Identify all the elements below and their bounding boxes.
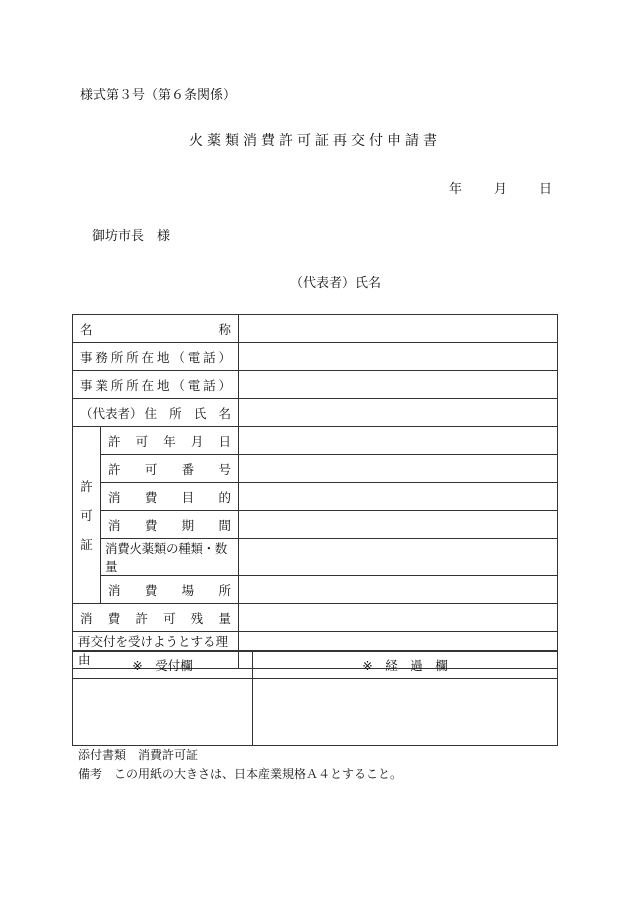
label-place: 消費場所: [101, 576, 239, 604]
input-permit-number[interactable]: [239, 455, 558, 483]
addressee: 御坊市長 様: [92, 229, 171, 244]
reception-table: [72, 650, 558, 746]
input-office-address[interactable]: [239, 343, 558, 371]
input-permit-date[interactable]: [239, 427, 558, 455]
input-period[interactable]: [239, 511, 558, 539]
input-type-quantity[interactable]: [239, 539, 558, 576]
row-purpose: [73, 483, 558, 511]
label-name: 名称: [73, 315, 239, 343]
row-period: [73, 511, 558, 539]
day-label: 日: [539, 182, 553, 197]
label-type-quantity: 消費火薬類の種類・数量: [101, 539, 239, 576]
label-permit-number: 許可番号: [101, 455, 239, 483]
row-permit-date: [73, 427, 558, 455]
label-rep-address-rest: 住所氏名: [144, 405, 232, 421]
label-remaining: 消費許可残量: [73, 604, 239, 632]
input-name[interactable]: [239, 315, 558, 343]
label-period: 消費期間: [101, 511, 239, 539]
representative-name-label: （代表者）氏名: [290, 276, 382, 291]
permit-char-2: 可: [80, 507, 93, 523]
remarks-note: 備考 この用紙の大きさは、日本産業規格Ａ４とすること。: [78, 767, 403, 781]
notes: [78, 746, 402, 784]
label-purpose: 消費目的: [101, 483, 239, 511]
permit-char-1: 許: [80, 478, 93, 494]
label-rep-address: [73, 399, 239, 427]
form-number: 様式第３号（第６条関係）: [80, 88, 237, 103]
input-remaining[interactable]: [239, 604, 558, 632]
input-business-address[interactable]: [239, 371, 558, 399]
label-rep-prefix: （代表者）: [80, 405, 143, 421]
application-form-table: [72, 314, 558, 669]
attachments-note: 添付書類 消費許可証: [78, 748, 199, 762]
row-name: [73, 315, 558, 343]
row-office-address: [73, 343, 558, 371]
row-place: [73, 576, 558, 604]
row-permit-number: [73, 455, 558, 483]
input-purpose[interactable]: [239, 483, 558, 511]
receipt-header: ※ 受付欄: [73, 651, 253, 679]
progress-field[interactable]: [253, 679, 558, 746]
input-place[interactable]: [239, 576, 558, 604]
label-reason: 再交付を受けようとする理由: [73, 632, 239, 669]
label-permit-date: 許可年月日: [101, 427, 239, 455]
date-line: [449, 178, 552, 197]
receipt-field[interactable]: [73, 679, 253, 746]
input-rep-address[interactable]: [239, 399, 558, 427]
progress-header: ※ 経 過 欄: [253, 651, 558, 679]
row-type-quantity: [73, 539, 558, 576]
label-business-address: 事業所所在地（電話）: [73, 371, 239, 399]
label-office-address: 事務所所在地（電話）: [73, 343, 239, 371]
document-title: 火薬類消費許可証再交付申請書: [189, 133, 441, 149]
row-rep-address: [73, 399, 558, 427]
row-business-address: [73, 371, 558, 399]
row-remaining: [73, 604, 558, 632]
permit-char-3: 証: [80, 536, 93, 552]
year-label: 年: [449, 182, 463, 197]
month-label: 月: [494, 182, 508, 197]
permit-group-label: [73, 427, 101, 604]
